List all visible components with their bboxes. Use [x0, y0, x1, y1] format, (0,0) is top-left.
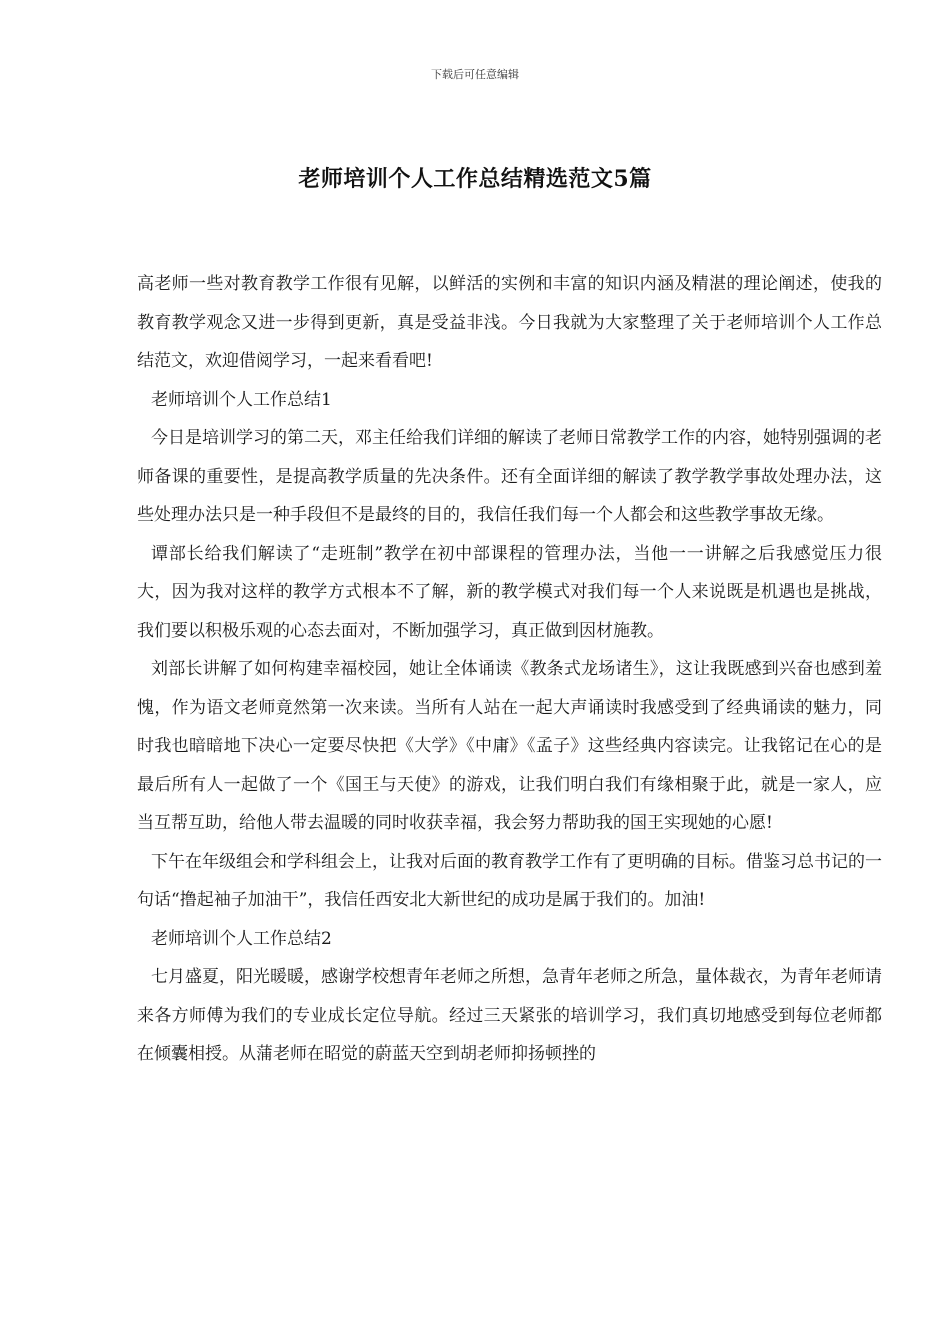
header-note: 下载后可任意编辑 — [431, 68, 519, 81]
section1-paragraph-4: 下午在年级组会和学科组会上，让我对后面的教育教学工作有了更明确的目标。借鉴习总书记的一句话“撸起袖子加油干”，我信任西安北大新世纪的成功是属于我们的。加油! — [137, 851, 882, 910]
page-title: 老师培训个人工作总结精选范文5篇 — [298, 166, 652, 192]
intro-paragraph: 高老师一些对教育教学工作很有见解，以鲜活的实例和丰富的知识内涵及精湛的理论阐述，使我的教育教学观念又进一步得到更新，真是受益非浅。今日我就为大家整理了关于老师培训个人工作总结范文，欢迎借阅学习，一起来看看吧! — [137, 274, 882, 371]
document-body — [137, 265, 882, 1074]
section1-paragraph-3: 刘部长讲解了如何构建幸福校园，她让全体诵读《教条式龙场诸生》，这让我既感到兴奋也感到羞愧，作为语文老师竟然第一次来读。当所有人站在一起大声诵读时我感受到了经典诵读的魅力，同时我也暗暗地下决心一定要尽快把《大学》《中庸》《孟子》这些经典内容读完。让我铭记在心的是最后所有人一起做了一个《国王与天使》的游戏，让我们明白我们有缘相聚于此，就是一家人，应当互帮互助，给他人带去温暖的同时收获幸福，我会努力帮助我的国王实现她的心愿! — [137, 659, 882, 833]
section1-paragraph-2: 谭部长给我们解读了“走班制”教学在初中部课程的管理办法，当他一一讲解之后我感觉压力很大，因为我对这样的教学方式根本不了解，新的教学模式对我们每一个人来说既是机遇也是挑战，我们要以积极乐观的心态去面对，不断加强学习，真正做到因材施教。 — [137, 543, 882, 641]
section1-paragraph-1: 今日是培训学习的第二天，邓主任给我们详细的解读了老师日常教学工作的内容，她特别强调的老师备课的重要性，是提高教学质量的先决条件。还有全面详细的解读了教学教学事故处理办法，这些处理办法只是一种手段但不是最终的目的，我信任我们每一个人都会和这些教学事故无缘。 — [137, 428, 882, 525]
section-heading-1: 老师培训个人工作总结1 — [151, 389, 332, 410]
section2-paragraph-1: 七月盛夏，阳光暖暖，感谢学校想青年老师之所想，急青年老师之所急，量体裁衣，为青年老师请来各方师傅为我们的专业成长定位导航。经过三天紧张的培训学习，我们真切地感受到每位老师都在倾囊相授。从蒲老师在昭觉的蔚蓝天空到胡老师抑扬顿挫的 — [137, 967, 882, 1064]
section-heading-2: 老师培训个人工作总结2 — [151, 928, 332, 949]
